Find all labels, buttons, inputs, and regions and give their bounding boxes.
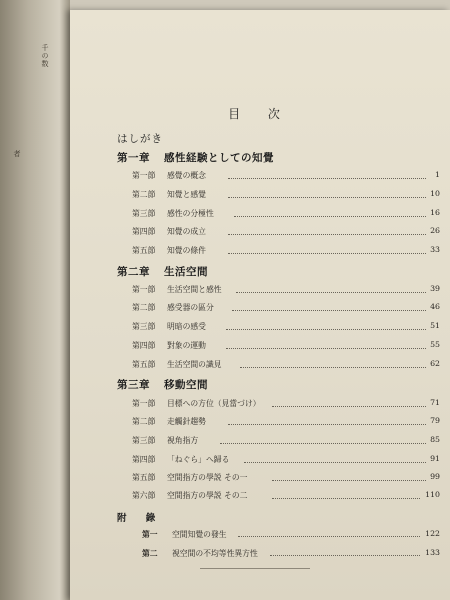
page-number: 51 <box>430 321 440 330</box>
page-number: 33 <box>430 245 440 254</box>
chapter-heading <box>117 377 208 392</box>
appendix-number: 第一 <box>142 530 158 539</box>
toc-entry <box>132 454 440 466</box>
section-number: 第二節 <box>132 303 156 312</box>
section-number: 第四節 <box>132 455 156 464</box>
section-title: 知覺の條件 <box>167 246 206 255</box>
toc-entry <box>132 321 440 333</box>
section-number: 第三節 <box>132 322 156 331</box>
section-number: 第三節 <box>132 209 156 218</box>
page-number: 99 <box>430 472 440 481</box>
section-number: 第五節 <box>132 360 156 369</box>
dot-leader <box>228 423 426 425</box>
page-number: 46 <box>430 302 440 311</box>
toc-entry <box>132 490 440 502</box>
section-title: 感覺の概念 <box>167 171 206 180</box>
chapter-title: 移動空間 <box>164 379 208 391</box>
dot-leader <box>272 479 426 481</box>
section-number: 第四節 <box>132 227 156 236</box>
dot-leader <box>272 405 426 407</box>
toc-entry <box>132 208 440 220</box>
toc-entry <box>132 284 440 296</box>
section-number: 第一節 <box>132 171 156 180</box>
section-title: 空間指方の學説 その一 <box>167 473 248 482</box>
section-title: 對象の運動 <box>167 341 206 350</box>
section-number: 第五節 <box>132 473 156 482</box>
toc-entry <box>132 226 440 238</box>
page-number: 39 <box>430 284 440 293</box>
appendix-heading: 附 錄 <box>117 513 164 524</box>
section-title: 明暗の感受 <box>167 322 206 331</box>
page-number: 133 <box>425 548 440 557</box>
dot-leader <box>238 536 420 537</box>
section-number: 第四節 <box>132 341 156 350</box>
appendix-title: 空間知覺の發生 <box>172 530 227 539</box>
toc-entry <box>132 416 440 428</box>
dot-leader <box>234 215 426 217</box>
chapter-title: 生活空間 <box>164 266 208 278</box>
section-title: 知覺の成立 <box>167 227 206 236</box>
toc-entry <box>132 245 440 257</box>
chapter-number: 第二章 <box>117 266 150 278</box>
section-title: 感性の分極性 <box>167 209 214 218</box>
contents-page <box>70 10 450 600</box>
page-number: 55 <box>430 340 440 349</box>
section-title: 目標への方位（見當づけ） <box>167 399 261 408</box>
dot-leader <box>240 366 426 368</box>
dot-leader <box>236 291 426 293</box>
page-number: 71 <box>430 398 440 407</box>
section-title: 知覺と感覺 <box>167 190 206 199</box>
chapter-heading <box>117 150 274 165</box>
section-title: 感受器の區分 <box>167 303 214 312</box>
appendix-entry <box>142 529 440 541</box>
section-number: 第一節 <box>132 285 156 294</box>
page-title: 目 次 <box>228 107 292 121</box>
dot-leader <box>232 309 426 311</box>
toc-entry <box>132 170 440 182</box>
dot-leader <box>228 252 426 254</box>
dot-leader <box>244 461 426 463</box>
left-page-text-fragment: 者 <box>13 150 21 158</box>
section-title: 視角指方 <box>167 436 199 445</box>
section-number: 第三節 <box>132 436 156 445</box>
page-number: 10 <box>430 189 440 198</box>
preface-entry: はしがき <box>117 133 163 145</box>
dot-leader <box>228 233 426 235</box>
section-title: 生活空間と感性 <box>167 285 222 294</box>
section-number: 第二節 <box>132 190 156 199</box>
section-number: 第二節 <box>132 417 156 426</box>
section-title: 生活空間の識見 <box>167 360 222 369</box>
section-number: 第一節 <box>132 399 156 408</box>
section-number: 第六節 <box>132 491 156 500</box>
dot-leader <box>226 328 426 330</box>
left-facing-page <box>0 0 70 600</box>
section-title: 空間指方の學説 その二 <box>167 491 248 500</box>
page-number: 1 <box>435 170 440 179</box>
dot-leader <box>272 497 420 499</box>
page-number: 79 <box>430 416 440 425</box>
chapter-number: 第三章 <box>117 379 150 391</box>
toc-entry <box>132 189 440 201</box>
dot-leader <box>228 196 426 198</box>
page-number: 26 <box>430 226 440 235</box>
chapter-heading <box>117 264 208 279</box>
page-number: 110 <box>425 490 440 499</box>
appendix-title: 視空間の不均等性異方性 <box>172 549 258 558</box>
dot-leader <box>228 177 426 179</box>
section-number: 第五節 <box>132 246 156 255</box>
page-number: 91 <box>430 454 440 463</box>
left-page-text-fragment: 千の数 <box>41 44 49 68</box>
toc-entry <box>132 398 440 410</box>
toc-entry <box>132 472 440 484</box>
chapter-title: 感性経験としての知覺 <box>164 152 274 164</box>
chapter-number: 第一章 <box>117 152 150 164</box>
page-number: 85 <box>430 435 440 444</box>
dot-leader <box>270 555 420 556</box>
toc-entry <box>132 359 440 371</box>
appendix-number: 第二 <box>142 549 158 558</box>
toc-entry <box>132 340 440 352</box>
section-title: 「ねぐら」へ歸る <box>167 455 230 464</box>
closing-rule <box>200 568 310 569</box>
dot-leader <box>226 347 426 349</box>
section-title: 走觸針趨勢 <box>167 417 206 426</box>
page-number: 16 <box>430 208 440 217</box>
appendix-entry <box>142 548 440 560</box>
dot-leader <box>220 442 426 444</box>
toc-entry <box>132 435 440 447</box>
page-number: 122 <box>425 529 440 538</box>
toc-entry <box>132 302 440 314</box>
page-number: 62 <box>430 359 440 368</box>
